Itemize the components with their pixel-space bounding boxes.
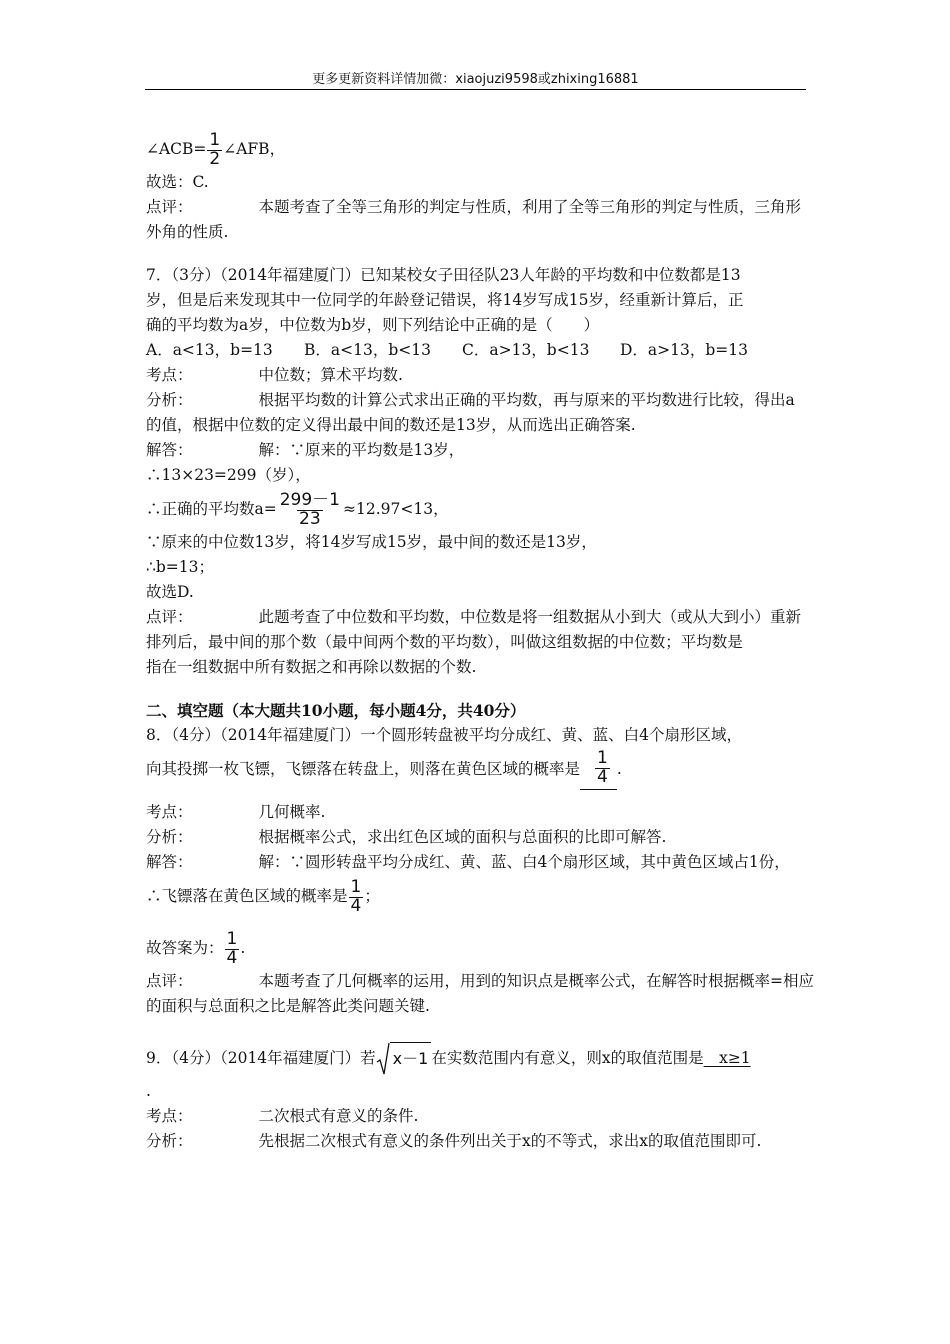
- q7-solution-step: ∴13×23=299（岁），: [146, 466, 311, 484]
- answer-blank: [580, 747, 617, 791]
- section-title: 二、填空题（本大题共10小题，每小题4分，共40分）: [146, 701, 526, 720]
- q7-stem: 7．（3分）（2014年福建厦门）已知某校女子田径队23人年龄的平均数和中位数都是13: [146, 266, 741, 284]
- document-body: [146, 128, 815, 1154]
- fraction-average: $\frac{299-1}{23}$: [279, 489, 340, 529]
- q6-answer: 故选：C.: [146, 173, 209, 191]
- q6-comment-cont: 外角的性质.: [146, 223, 229, 241]
- page-header: 更多更新资料详情加微：xiaojuzi9598或zhixing16881: [312, 72, 639, 87]
- option-c: C．a>13，b<13: [462, 341, 590, 359]
- q8-solution: 解答： 解：∵圆形转盘平均分成红、黄、蓝、白4个扇形区域，其中黄色区域占1份，: [146, 853, 790, 872]
- q8-stem-cont: 向其投掷一枚飞镖，飞镖落在转盘上，则落在黄色区域的概率是 $\frac{1}{4}$ .: [146, 748, 808, 790]
- q7-comment: 点评： 此题考查了中位数和平均数，中位数是将一组数据从小到大（或从大到小）重新: [146, 608, 802, 626]
- q8-analysis: 分析： 根据概率公式，求出红色区域的面积与总面积的比即可解答.: [146, 828, 667, 847]
- q7-stem-cont: 确的平均数为a岁，中位数为b岁，则下列结论中正确的是（ ）: [146, 316, 600, 334]
- option-a: A．a<13，b=13: [146, 341, 273, 359]
- q7-answer: 故选D.: [146, 583, 194, 601]
- q9-point: 考点： 二次根式有意义的条件.: [146, 1107, 419, 1126]
- fraction-one-quarter: $\frac{1}{4}$: [350, 877, 362, 916]
- q7-analysis: 分析： 根据平均数的计算公式求出正确的平均数，再与原来的平均数进行比较，得出a: [146, 391, 795, 409]
- q7-solution: 解答： 解：∵原来的平均数是13岁，: [146, 441, 465, 459]
- q7-solution-step: ∴b=13；: [146, 558, 214, 576]
- option-b: B．a<13，b<13: [304, 341, 431, 359]
- q7-options: [146, 338, 808, 363]
- radical-sign-icon: [376, 1042, 390, 1076]
- q7-analysis-cont: 的值，根据中位数的定义得出最中间的数还是13岁，从而选出正确答案.: [146, 416, 636, 434]
- q7-solution-step: ∵原来的中位数13岁，将14岁写成15岁，最中间的数还是13岁，: [146, 533, 597, 551]
- q6-equation: ∠ACB= $\frac{1}{2}$ ∠AFB，: [146, 129, 286, 169]
- q8-solution-step: ∴飞镖落在黄色区域的概率是 $\frac{1}{4}$ ；: [146, 877, 380, 916]
- q6-comment: 点评： 本题考查了全等三角形的判定与性质，利用了全等三角形的判定与性质，三角形: [146, 198, 802, 216]
- header-divider: [145, 89, 806, 90]
- q9-analysis: 分析： 先根据二次根式有意义的条件列出关于x的不等式，求出x的取值范围即可.: [146, 1132, 762, 1151]
- q9-stem-end: .: [146, 1082, 151, 1101]
- fraction-one-half: $\frac{1}{2}$: [209, 129, 221, 169]
- fraction-one-quarter: $\frac{1}{4}$: [597, 747, 608, 787]
- q9-stem: 9．（4分）（2014年福建厦门）若 x－1 在实数范围内有意义，则x的取值范围是 x≥1: [146, 1037, 808, 1079]
- q7-comment-cont: 指在一组数据中所有数据之和再除以数据的个数.: [146, 658, 477, 676]
- q8-point: 考点： 几何概率.: [146, 803, 326, 822]
- q8-answer: 故答案为： $\frac{1}{4}$ .: [146, 929, 246, 968]
- q8-comment-cont: 的面积与总面积之比是解答此类问题关键.: [146, 997, 430, 1016]
- q8-comment: 点评： 本题考查了几何概率的运用，用到的知识点是概率公式，在解答时根据概率=相应: [146, 972, 815, 991]
- answer-blank: x≥1: [703, 1049, 751, 1068]
- q8-stem: 8．（4分）（2014年福建厦门）一个圆形转盘被平均分成红、黄、蓝、白4个扇形区域，: [146, 726, 743, 744]
- option-d: D．a>13，b=13: [620, 341, 749, 359]
- q7-solution-fraction-step: ∴正确的平均数a= $\frac{299-1}{23}$ ≈12.97<13，: [146, 489, 449, 529]
- q7-point: 考点： 中位数；算术平均数.: [146, 366, 403, 384]
- square-root: x－1: [376, 1042, 432, 1076]
- q7-stem-cont: 岁，但是后来发现其中一位同学的年龄登记错误，将14岁写成15岁，经重新计算后，正: [146, 291, 744, 309]
- fraction-one-quarter: $\frac{1}{4}$: [226, 929, 238, 968]
- q7-comment-cont: 排列后，最中间的那个数（最中间两个数的平均数），叫做这组数据的中位数；平均数是: [146, 633, 743, 651]
